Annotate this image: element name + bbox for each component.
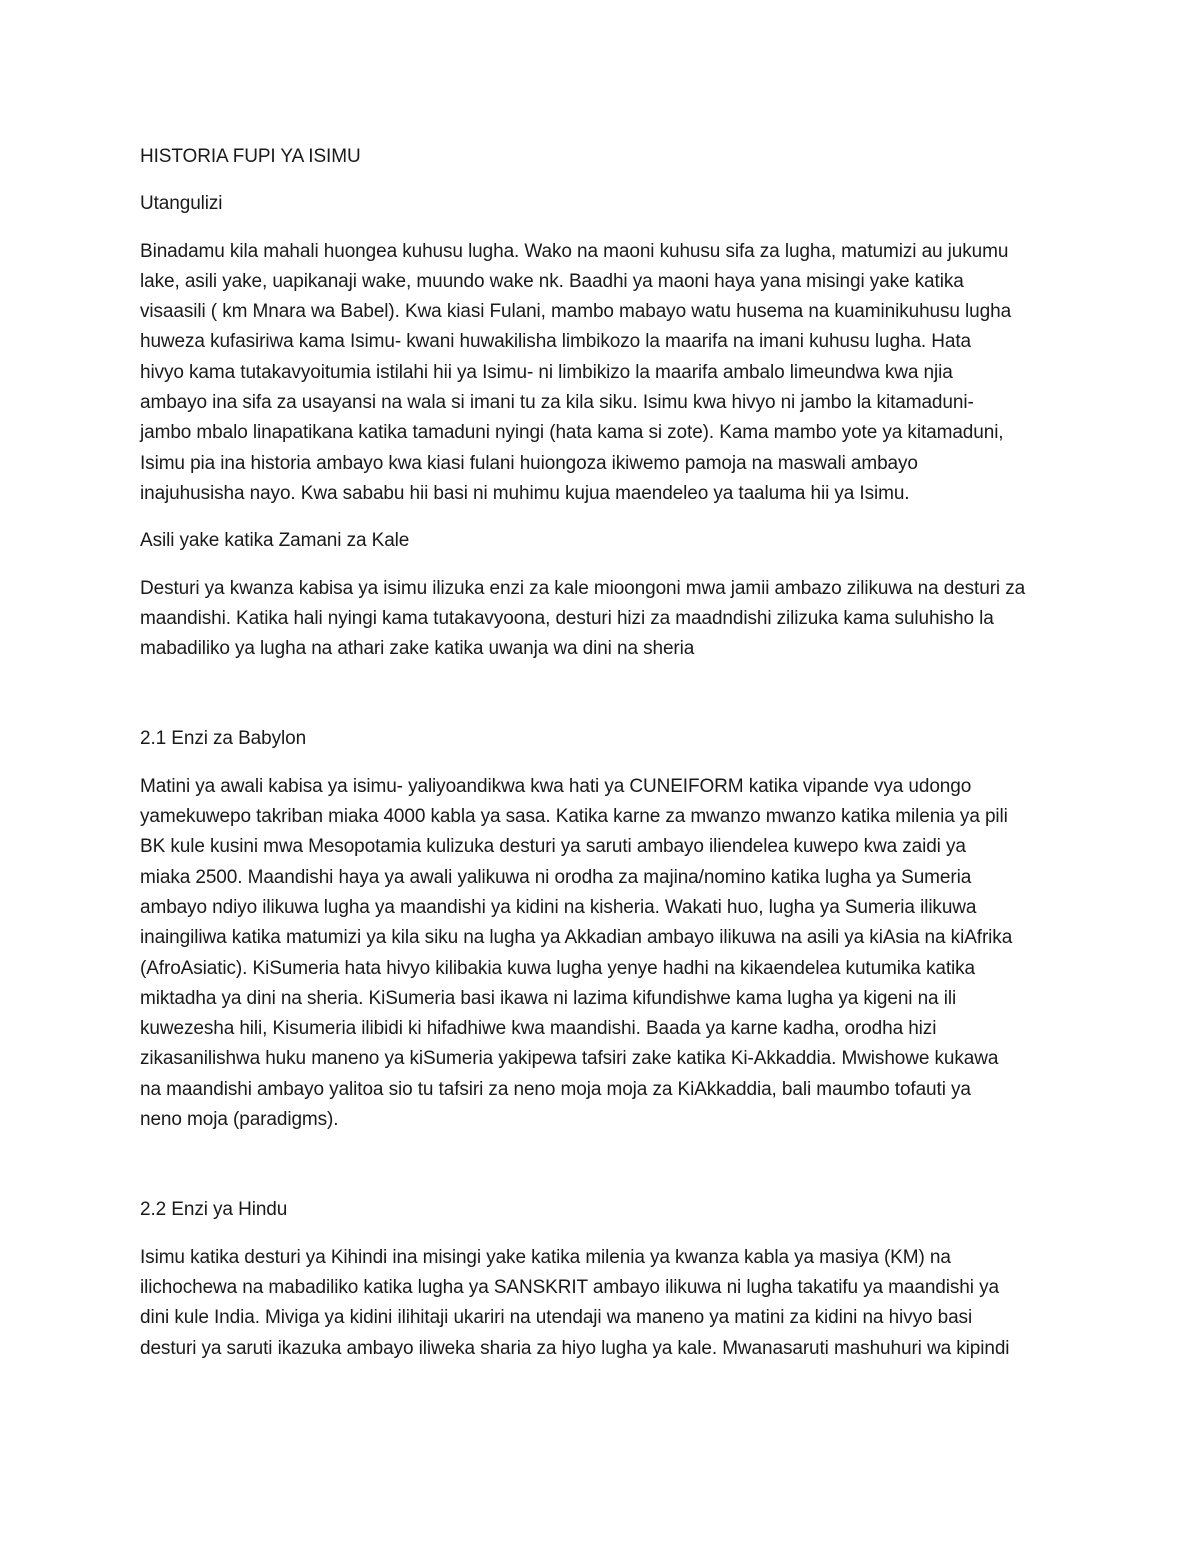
- text-line: Matini ya awali kabisa ya isimu- yaliyoandikwa kwa hati ya CUNEIFORM katika vipande vya udongo: [140, 775, 972, 797]
- text-line: ilichochewa na mabadiliko katika lugha ya SANSKRIT ambayo ilikuwa ni lugha takatifu ya maandishi ya: [140, 1276, 999, 1298]
- text-line: neno moja (paradigms).: [140, 1109, 339, 1131]
- text-line: desturi ya saruti ikazuka ambayo iliweka sharia za hiyo lugha ya kale. Mwanasaruti mashuhuri wa kipindi: [140, 1337, 1010, 1359]
- text-line: mabadiliko ya lugha na athari zake katika uwanja wa dini na sheria: [140, 638, 695, 660]
- paragraph-utangulizi: [140, 237, 1065, 510]
- text-line: yamekuwepo takriban miaka 4000 kabla ya sasa. Katika karne za mwanzo mwanzo katika milenia ya pili: [140, 806, 1008, 828]
- text-line: visaasili ( km Mnara wa Babel). Kwa kiasi Fulani, mambo mabayo watu husema na kuaminikuhusu lugha: [140, 301, 1012, 323]
- text-line: inaingiliwa katika matumizi ya kila siku na lugha ya Akkadian ambayo ilikuwa na asili ya kiAsia na kiAfrika: [140, 927, 1013, 949]
- text-line: dini kule India. Miviga ya kidini ilihitaji ukariri na utendaji wa maneno ya matini za kidini na hivyo basi: [140, 1307, 973, 1329]
- text-line: Desturi ya kwanza kabisa ya isimu ilizuka enzi za kale mioongoni mwa jamii ambazo zilikuwa na desturi za: [140, 577, 1026, 599]
- text-line: lake, asili yake, uapikanaji wake, muundo wake nk. Baadhi ya maoni haya yana misingi yake katika: [140, 270, 964, 292]
- text-line: jambo mbalo linapatikana katika tamaduni nyingi (hata kama si zote). Kama mambo yote ya kitamaduni,: [140, 422, 1004, 444]
- document-title: HISTORIA FUPI YA ISIMU: [140, 146, 361, 167]
- section-heading-utangulizi: Utangulizi: [140, 193, 223, 215]
- text-line: ambayo ndiyo ilikuwa lugha ya maandishi ya kidini na kisheria. Wakati huo, lugha ya Sumeria ilikuwa: [140, 896, 977, 918]
- text-line: miktadha ya dini na sheria. KiSumeria basi ikawa ni lazima kifundishwe kama lugha ya kigeni na ili: [140, 987, 957, 1009]
- text-line: hivyo kama tutakavyoitumia istilahi hii ya Isimu- ni limbikizo la maarifa ambalo limeundwa kwa njia: [140, 361, 953, 383]
- section-heading-hindu: 2.2 Enzi ya Hindu: [140, 1199, 288, 1221]
- section-heading-asili: Asili yake katika Zamani za Kale: [140, 530, 410, 552]
- text-line: inajuhusisha nayo. Kwa sababu hii basi ni muhimu kujua maendeleo ya taaluma hii ya Isimu.: [140, 482, 910, 504]
- text-line: zikasanilishwa huku maneno ya kiSumeria yakipewa tafsiri zake katika Ki-Akkaddia. Mwishowe kukawa: [140, 1048, 999, 1070]
- paragraph-hindu: [140, 1243, 1065, 1364]
- paragraph-asili: [140, 574, 1065, 665]
- text-line: Isimu pia ina historia ambayo kwa kiasi fulani huiongoza ikiwemo pamoja na maswali ambayo: [140, 452, 918, 474]
- text-line: huweza kufasiriwa kama Isimu- kwani huwakilisha limbikozo la maarifa na imani kuhusu lugha. Hata: [140, 331, 972, 353]
- paragraph-babylon: [140, 772, 1065, 1136]
- text-line: na maandishi ambayo yalitoa sio tu tafsiri za neno moja moja za KiAkkaddia, bali maumbo tofauti ya: [140, 1078, 971, 1100]
- text-line: BK kule kusini mwa Mesopotamia kulizuka desturi ya saruti ambayo iliendelea kuwepo kwa zaidi ya: [140, 836, 966, 858]
- text-line: ambayo ina sifa za usayansi na wala si imani tu za kila siku. Isimu kwa hivyo ni jambo la kitamaduni-: [140, 392, 974, 414]
- text-line: kuwezesha hili, Kisumeria ilibidi ki hifadhiwe kwa maandishi. Baada ya karne kadha, orodha hizi: [140, 1018, 937, 1040]
- document-page: [140, 142, 1065, 1381]
- text-line: (AfroAsiatic). KiSumeria hata hivyo kilibakia kuwa lugha yenye hadhi na kikaendelea kutumika katika: [140, 957, 975, 979]
- section-heading-babylon: 2.1 Enzi za Babylon: [140, 728, 307, 750]
- text-line: miaka 2500. Maandishi haya ya awali yalikuwa ni orodha za majina/nomino katika lugha ya Sumeria: [140, 866, 972, 888]
- text-line: maandishi. Katika hali nyingi kama tutakavyoona, desturi hizi za maadndishi zilizuka kama suluhisho la: [140, 607, 994, 629]
- text-line: Binadamu kila mahali huongea kuhusu lugha. Wako na maoni kuhusu sifa za lugha, matumizi au jukumu: [140, 240, 1009, 262]
- text-line: Isimu katika desturi ya Kihindi ina misingi yake katika milenia ya kwanza kabla ya masiya (KM) na: [140, 1246, 951, 1268]
